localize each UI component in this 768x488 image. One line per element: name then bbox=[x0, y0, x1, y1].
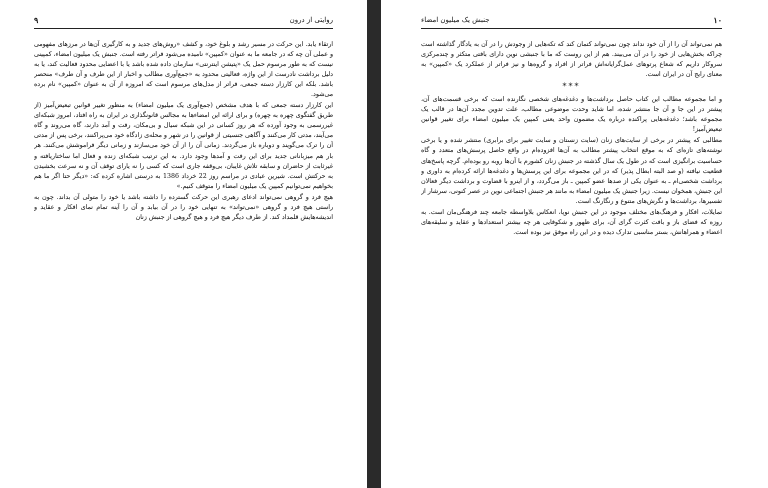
paragraph: مطالبی که پیشتر در برخی از سایت‌های زنان (سایت زنستان و سایت تغییر برای برابری) منتشر شده و یا برخی نوشته‌های تازه‌ای که به موقع انتخاب پیشتر مطالب به آن‌ها افزوده‌ام در واقع حاصل پرسش‌های متعدد و گاه حساسیت برانگیزی است که در طول یک سال گذشته در جنبش زنان کشورم با آن‌ها روبه رو بوده‌ام. گرچه پاسخ‌های قطعیت نیافته (و صد البته ابطال پذیر) که در این مجموعه برای این پرسش‌ها و دغدغه‌ها ارائه کرده‌ام به داوری و برداشت شخصی‌ام ـ به عنوان یکی از صدها عضو کمپین ـ باز می‌گردد، و از اینرو با قضاوت و برداشت دیگر فعالان این جنبش، همخوان نیست. زیرا جنبش یک میلیون امضاء به مانند هر جنبش اجتماعی نوین در عصر کنونی، سرشار از تفسیرها، برداشت‌ها و نگرش‌های متنوع و رنگارنگ است. bbox=[421, 137, 722, 205]
right-text-block bbox=[421, 40, 722, 466]
paragraph: تمایلات، افکار و فرهنگ‌های مختلف موجود در این جنبش نوپا، انعکاس بلاواسطه جامعه چند فرهنگی‌مان است. به روزه که فضای باز و بافت کثرت گرای آن، برای ظهور و شکوفایی هر چه بیشتر استعدادها و عقاید و سلیقه‌های اعضاء و همراهانش، بستر مناسبی تدارک دیده و در این راه موفق نیز بوده است. bbox=[421, 208, 722, 236]
right-running-title: جنبش یک میلیون امضاء bbox=[421, 16, 490, 24]
left-running-head bbox=[34, 14, 333, 29]
paragraph: هم نمی‌تواند آن را از آن خود نداند چون نمی‌تواند کتمان کند که تکه‌هایی از وجودش را در آن به یادگار گذاشته است چراکه بخش‌هایی از خود را در آن می‌بیند. هم از این روست که ما با جنبشی نوین دارای بافتی متکثر و چندمرکزی سروکار داریم که شعاع پرتوهای عمل‌گرایانه‌اش فراتر از افراد و گروه‌ها و نیز فراتر از عملکرد یک «کمپین» به معنای رایج آن در ایران است. bbox=[421, 41, 722, 79]
paragraph: هیچ فرد و گروهی نمی‌تواند ادعای رهبری این حرکت گسترده را داشته باشد یا خود را متولی آن بداند. چون به راستی هیچ فرد و گروهی «نمی‌تواند» به تنهایی خود را در آن بیابد و آن را آینه تمام نمای افکار و عقاید و اندیشه‌هایش قلمداد کند. از طرف دیگر هیچ فرد و هیچ گروهی از جنبش زنان bbox=[34, 193, 333, 221]
left-page bbox=[0, 0, 367, 488]
left-page-number: ۹ bbox=[34, 15, 39, 25]
right-page-number: ۱۰ bbox=[713, 15, 722, 25]
right-page bbox=[381, 0, 768, 488]
right-running-head bbox=[421, 14, 722, 29]
paragraph: ارتقاء یابد. این حرکت در مسیر رشد و بلوغ خود، و کشف «روش‌های جدید و به کارگیری آن‌ها در مرزهای مفهومی و عملی آن چه که در جامعه ما به عنوان «کمپین» نامیده می‌شود فراتر رفته است. جنبش یک میلیون امضاء، کمپینی نیست که به طور مرسوم حمل یک «پتیشن اینترنتی» سازمان داده شده باشد یا با اعضایی محدود فعالیت کند، یا به دلیل برداشت نادرست از این واژه، فعالیتی محدود به «جمع‌آوری مطالب و اخبار از این طرف و آن طرف» منحصر باشد. بلکه این کارزار دسته جمعی، فراتر از مدل‌های مرسوم است که امروزه از آن به عنوان «کمپین» نام برده می‌شود. bbox=[34, 41, 333, 99]
book-gutter bbox=[367, 0, 381, 488]
paragraph: و اما مجموعه مطالب این کتاب حاصل برداشت‌ها و دغدغه‌های شخصی نگارنده است که برخی قسمت‌های آن، پیشتر در این جا و آن جا منتشر شده، اما شاید وحدت موضوعی مطالب، علت تدوین مجدد آن‌ها در قالب یک مجموعه باشد؛ دغدغه‌هایی پراکنده درباره یک مضمون واحد یعنی کمپین یک میلیون امضاء برای تغییر قوانین تبعیض‌آمیز! bbox=[421, 96, 722, 134]
paragraph: این کارزار دسته جمعی که با هدف مشخص (جمع‌آوری یک میلیون امضاء) به منظور تغییر قوانین تبعیض‌آمیز (از طریق گفتگوی چهره به چهره) و برای ارائه این امضاءها به مجالس قانونگذاری در ایران به راه افتاد، امروز شبکه‌ای غیررسمی به وجود آورده که هر روز کسانی در این شبکه سیال و بی‌مکان، رفت و آمد دارند، گاه می‌روند و گاه می‌آیند، مدتی کار می‌کنند و آگاهی جنسیتی از قوانین را در شهر و محله‌ی زادگاه خود می‌پراکنند، برخی پس از مدتی آن را ترک می‌گویند و دوباره باز می‌گردند. زمانی آن را از آن خود می‌سازند و زمانی دیگر فراموشش می‌کنند. هر بار هم میزبانانی جدید برای این رفت و آمدها وجود دارد. به این ترتیب شبکه‌ای زنده و فعال اما ساختاریافته و غیرثابت از حاضران و سابقه تلاش غایبان، بی‌وقفه جاری است که کسی را نه یارای توقف آن و نه سرعت بخشیدن به حرکتش است. شیرین عبادی در مراسم روز 22 خرداد 1386 به درستی اشاره کرده که: «دیگر حتا اگر ما هم بخواهیم نمی‌توانیم کمپین یک میلیون امضاء را متوقف کنیم.» bbox=[34, 102, 333, 190]
section-separator: *** bbox=[562, 82, 581, 92]
left-text-block bbox=[34, 40, 333, 466]
left-running-title: روایتی از درون bbox=[289, 16, 333, 24]
